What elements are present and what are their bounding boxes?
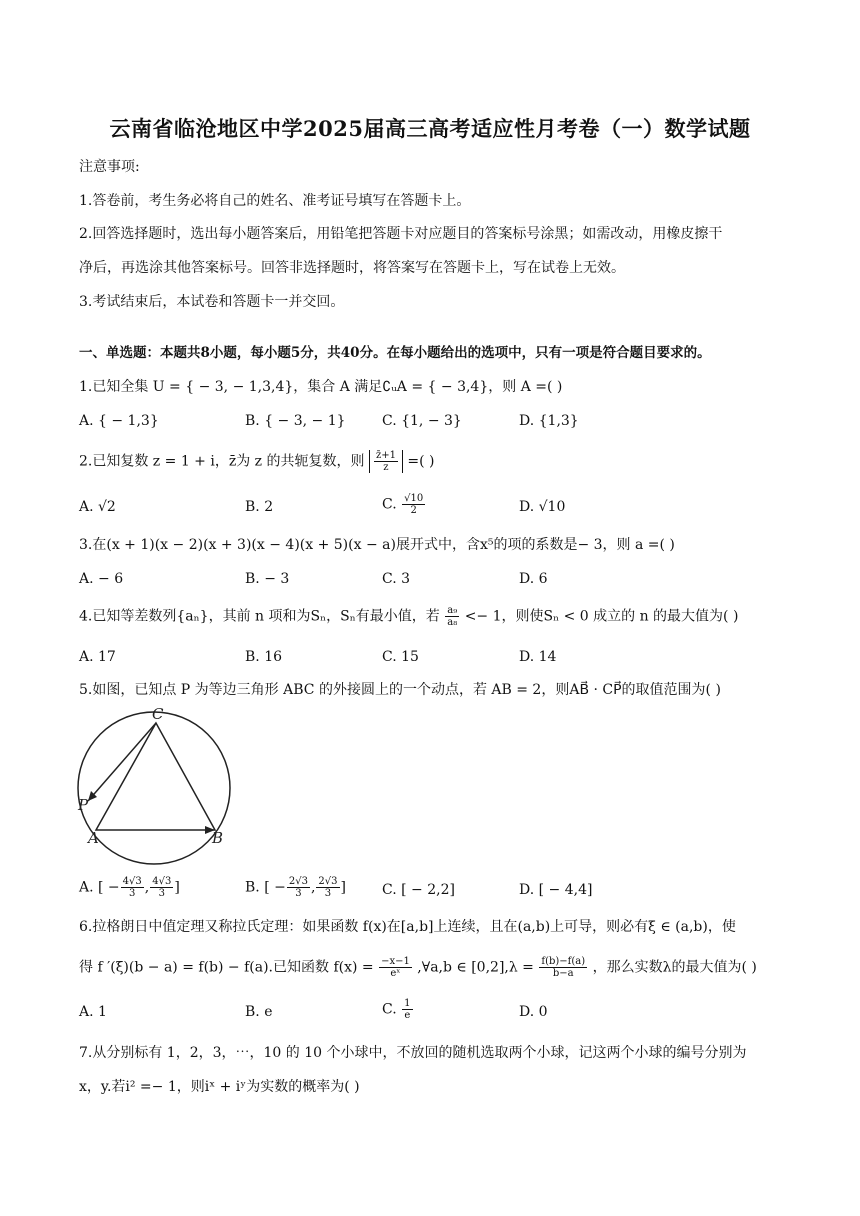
q4-option-a: A. 17 [79, 649, 116, 665]
q5-a-d1: 3 [129, 888, 136, 899]
q6-c-den: e [404, 1010, 411, 1021]
q2-frac-den: z [383, 462, 389, 473]
notice-heading: 注意事项: [79, 159, 140, 175]
q6-stem-text: 得 f ′(ξ)(b − a) = f(b) − f(a).已知函数 f(x) = [79, 959, 374, 976]
q6-l-den: b−a [552, 968, 574, 979]
q6-option-b: B. e [245, 1004, 273, 1020]
q3-option-a: A. − 6 [79, 571, 124, 587]
label-a: A [88, 829, 99, 847]
question-6-stem-line1: 6.拉格朗日中值定理又称拉氏定理：如果函数 f(x)在[a,b]上连续，且在(a,b)上可导，则必有ξ ∈ (a,b)，使 [79, 919, 736, 935]
q2-option-b: B. 2 [245, 499, 274, 515]
q3-option-b: B. − 3 [245, 571, 290, 587]
q6-stem-tail: ，那么实数λ的最大值为( ) [592, 959, 757, 976]
q6-option-d: D. 0 [519, 1004, 548, 1020]
q5-a-n2: 4√3 [152, 876, 172, 887]
q6-option-c [382, 998, 414, 1021]
q6-stem-mid: ,∀a,b ∈ [0,2],λ = [417, 959, 534, 976]
question-5-stem: 5.如图，已知点 P 为等边三角形 ABC 的外接圆上的一个动点，若 AB = 2，则AB⃗ · CP⃗的取值范围为( ) [79, 682, 721, 698]
q6-option-c-label: C. [382, 1001, 397, 1018]
question-4-stem [79, 605, 738, 628]
q6-l-num: f(b)−f(a) [541, 956, 586, 967]
q4-option-c: C. 15 [382, 649, 419, 665]
circumcircle [78, 712, 230, 864]
q5-option-c: C. [ − 2,2] [382, 882, 455, 898]
q2-c-num: √10 [404, 493, 424, 504]
q3-option-d: D. 6 [519, 571, 548, 587]
q5-a-n1: 4√3 [122, 876, 142, 887]
notice-item: 净后，再选涂其他答案标号。回答非选择题时，将答案写在答题卡上，写在试卷上无效。 [79, 260, 625, 276]
q6-option-a: A. 1 [79, 1004, 107, 1020]
q2-c-den: 2 [410, 505, 417, 516]
q4-frac-num: a₉ [447, 605, 458, 616]
question-7-stem-line2: x，y.若i² =− 1，则iˣ + iʸ为实数的概率为( ) [79, 1079, 360, 1095]
q5-a-label: A. [ − [79, 879, 120, 896]
q2-abs-fraction [369, 450, 403, 473]
q5-b-label: B. [ − [245, 879, 286, 896]
q5-b-d1: 3 [295, 888, 302, 899]
label-p: P [78, 796, 89, 814]
section-heading: 一、单选题：本题共8小题，每小题5分，共40分。在每小题给出的选项中，只有一项是符合题目要求的。 [79, 345, 711, 361]
q2-option-d: D. √10 [519, 499, 566, 515]
question-6-stem-line2 [79, 956, 757, 979]
q5-b-n2: 2√3 [318, 876, 338, 887]
q2-stem-tail: =( ) [407, 453, 435, 470]
q2-option-c-label: C. [382, 496, 397, 513]
q5-b-d2: 3 [324, 888, 332, 899]
q5-option-d: D. [ − 4,4] [519, 882, 593, 898]
q2-option-a: A. √2 [79, 499, 116, 515]
question-1-stem: 1.已知全集 U = { − 3, − 1,3,4}，集合 A 满足∁ᵤA = { − 3,4}，则 A =( ) [79, 379, 563, 395]
notice-item: 2.回答选择题时，选出每小题答案后，用铅笔把答题卡对应题目的答案标号涂黑；如需改动，用橡皮擦干 [79, 226, 723, 242]
notice-item: 3.考试结束后，本试卷和答题卡一并交回。 [79, 294, 345, 310]
label-c: C [152, 705, 164, 723]
q4-option-d: D. 14 [519, 649, 557, 665]
q6-f-num: −x−1 [381, 956, 410, 967]
q4-frac-den: a₈ [447, 617, 458, 628]
q4-stem-text: 4.已知等差数列{aₙ}，其前 n 项和为Sₙ，Sₙ有最小值，若 [79, 608, 440, 625]
page-title: 云南省临沧地区中学2025届高三高考适应性月考卷（一）数学试题 [109, 116, 751, 141]
q1-option-d: D. {1,3} [519, 413, 579, 429]
q5-option-b: B. [ − $\frac{2√3}{3}$ , $\frac{2√3}{3}$ ] [245, 876, 346, 899]
q1-option-c: C. {1, − 3} [382, 413, 462, 429]
q4-stem-tail: <− 1，则使Sₙ < 0 成立的 n 的最大值为( ) [464, 608, 739, 625]
question-7-stem-line1: 7.从分别标有 1，2，3，⋯，10 的 10 个小球中，不放回的随机选取两个小球，记这两个小球的编号分别为 [79, 1045, 747, 1061]
question-3-stem: 3.在(x + 1)(x − 2)(x + 3)(x − 4)(x + 5)(x − a)展开式中，含x⁵的项的系数是− 3，则 a =( ) [79, 537, 675, 553]
q5-b-n1: 2√3 [288, 876, 308, 887]
q5-option-a: A. [ − $\frac{4√3}{3}$ , $\frac{4√3}{3}$ ] [79, 876, 180, 899]
q1-option-a: A. { − 1,3} [79, 413, 159, 429]
q2-stem-text: 2.已知复数 z = 1 + i，z̄为 z 的共轭复数，则 [79, 453, 365, 470]
triangle-abc [96, 723, 215, 830]
q2-frac-num: z̄+1 [375, 450, 396, 461]
q2-option-c [382, 493, 426, 516]
label-b: B [212, 829, 224, 847]
q1-option-b: B. { − 3, − 1} [245, 413, 346, 429]
circle-triangle-figure [76, 705, 236, 867]
q3-option-c: C. 3 [382, 571, 411, 587]
q6-c-num: 1 [404, 998, 411, 1009]
question-2-stem [79, 450, 435, 473]
q4-option-b: B. 16 [245, 649, 283, 665]
notice-item: 1.答卷前，考生务必将自己的姓名、准考证号填写在答题卡上。 [79, 193, 471, 209]
q5-a-d2: 3 [158, 888, 165, 899]
q6-f-den: eˣ [390, 968, 401, 979]
vector-cp [88, 723, 156, 801]
